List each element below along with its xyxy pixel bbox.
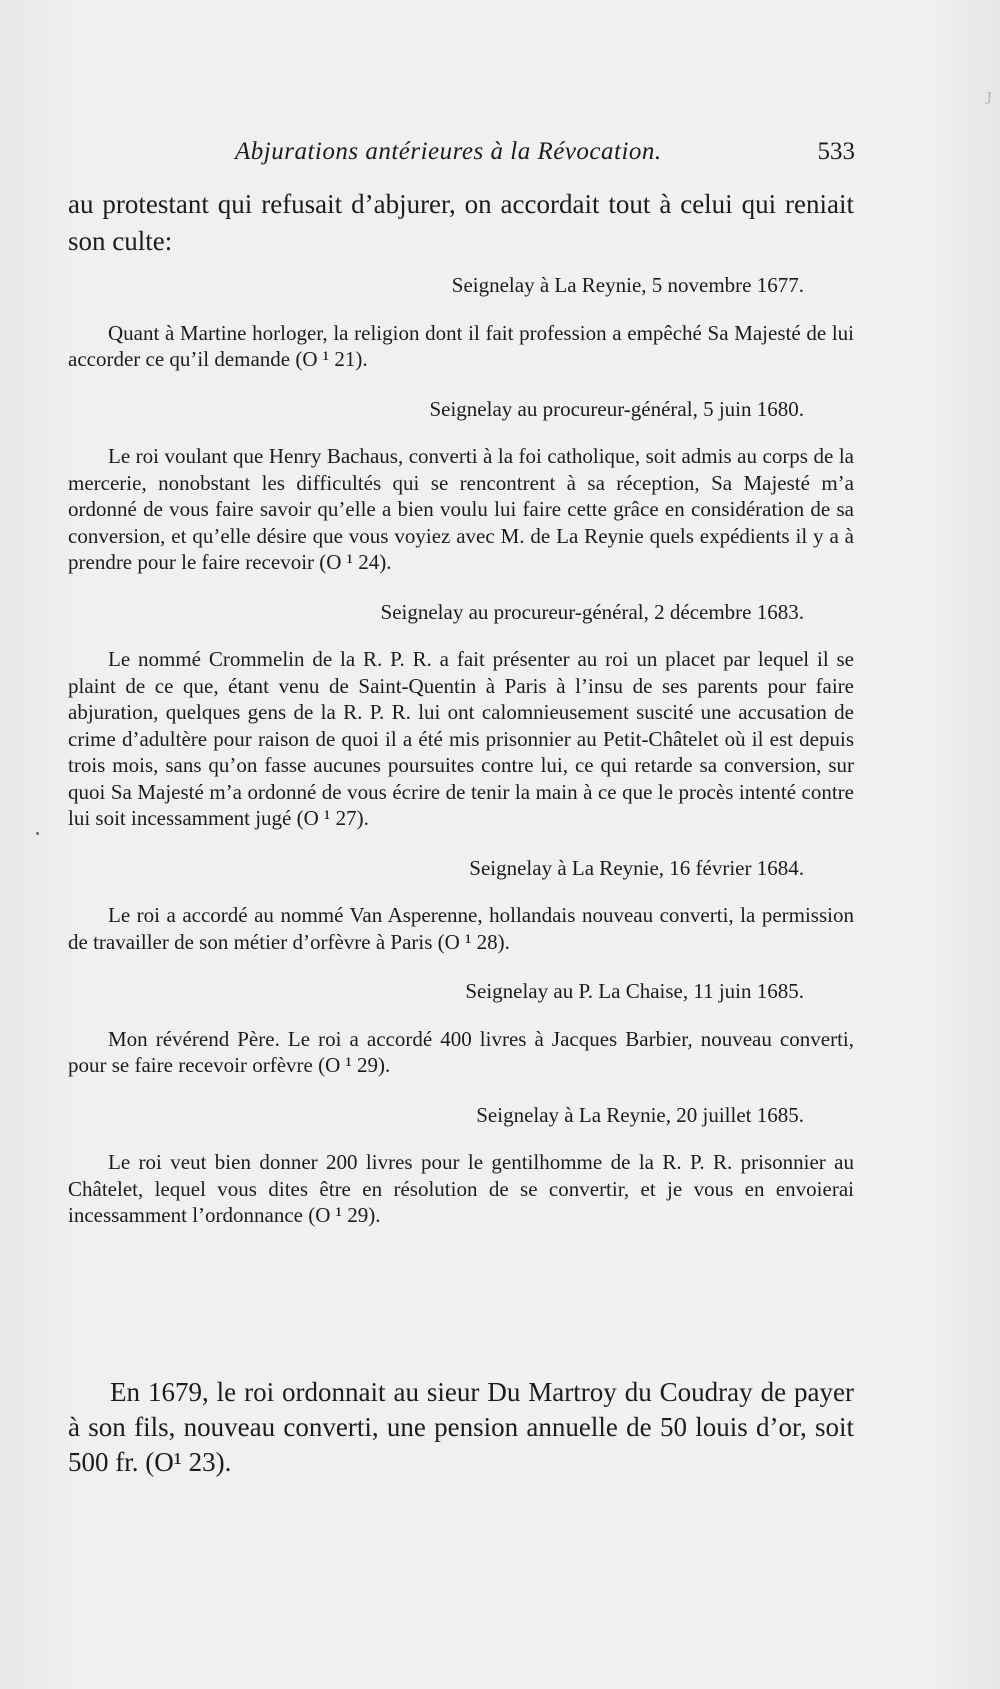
letter-attribution: Seignelay au procureur-général, 2 décembre 1683. [380, 599, 804, 624]
letters-list [68, 272, 854, 1229]
letter-attribution: Seignelay à La Reynie, 5 novembre 1677. [451, 273, 804, 297]
letter [68, 1102, 854, 1229]
intro-text: au protestant qui refusait d’abjurer, on accordait tout à celui qui reniait son culte: [68, 189, 854, 256]
letter-attribution: Seignelay au P. La Chaise, 11 juin 1685. [465, 979, 804, 1003]
page-number: 533 [817, 138, 855, 165]
letter-attribution: Seignelay à La Reynie, 20 juillet 1685. [476, 1102, 804, 1127]
intro-paragraph [68, 186, 854, 260]
ink-dot [36, 832, 39, 835]
letter [68, 855, 854, 956]
letter-body: Le roi voulant que Henry Bachaus, converti à la foi catholique, soit admis au corps de la mercerie, nonobstant les difficultés qui se rencontrent à sa réception, Sa Majesté m’a ordonné de vous faire savoir qu’elle a bien voulu lui faire cette grâce en considération de sa conversion, et qu’elle désire que vous voyiez avec M. de La Reynie quels expédients il y a à prendre pour le faire recevoir (O ¹ 24). [68, 444, 854, 574]
page-header [225, 138, 855, 178]
letter-attribution: Seignelay à La Reynie, 16 février 1684. [469, 855, 804, 880]
corner-mark: J [984, 88, 992, 108]
letter-body: Le nommé Crommelin de la R. P. R. a fait présenter au roi un placet par lequel il se plaint de ce que, étant venu de Saint-Quentin à Paris à l’insu de ses parents pour faire abjuration, quelques gens de la R. P. R. lui ont calomnieusement suscité une accusation de crime d’adultère pour raison de quoi il a été mis prisonnier au Petit-Châtelet où il est depuis trois mois, sans qu’on fasse aucunes poursuites contre lui, ce qui retarde sa conversion, sur quoi Sa Majesté m’a ordonné de vous écrire de tenir la main à ce que le procès intenté contre lui soit incessamment jugé (O ¹ 27). [68, 647, 854, 830]
letter [68, 272, 854, 373]
letter [68, 599, 854, 832]
letter [68, 396, 854, 576]
letter-body: Quant à Martine horloger, la religion dont il fait profession a empêché Sa Majesté de lui accorder ce qu’il demande (O ¹ 21). [68, 320, 854, 371]
letter-attribution: Seignelay au procureur-général, 5 juin 1680. [429, 396, 804, 421]
letter-body: Mon révérend Père. Le roi a accordé 400 livres à Jacques Barbier, nouveau converti, pour se faire recevoir orfèvre (O ¹ 29). [68, 1026, 854, 1077]
letter-body: Le roi veut bien donner 200 livres pour le gentilhomme de la R. P. R. prisonnier au Châtelet, lequel vous dites être en résolution de se convertir, et je vous en envoierai incessamment l’ordonnance (O ¹ 29). [68, 1150, 854, 1227]
closing-paragraph [68, 1375, 854, 1480]
closing-text: En 1679, le roi ordonnait au sieur Du Martroy du Coudray de payer à son fils, nouveau converti, une pension annuelle de 50 louis d’or, soit 500 fr. (O¹ 23). [68, 1377, 854, 1477]
running-title: Abjurations antérieures à la Révocation. [235, 138, 662, 165]
letter [68, 978, 854, 1079]
letter-body: Le roi a accordé au nommé Van Asperenne, hollandais nouveau converti, la permission de travailler de son métier d’orfèvre à Paris (O ¹ 28). [68, 903, 854, 954]
